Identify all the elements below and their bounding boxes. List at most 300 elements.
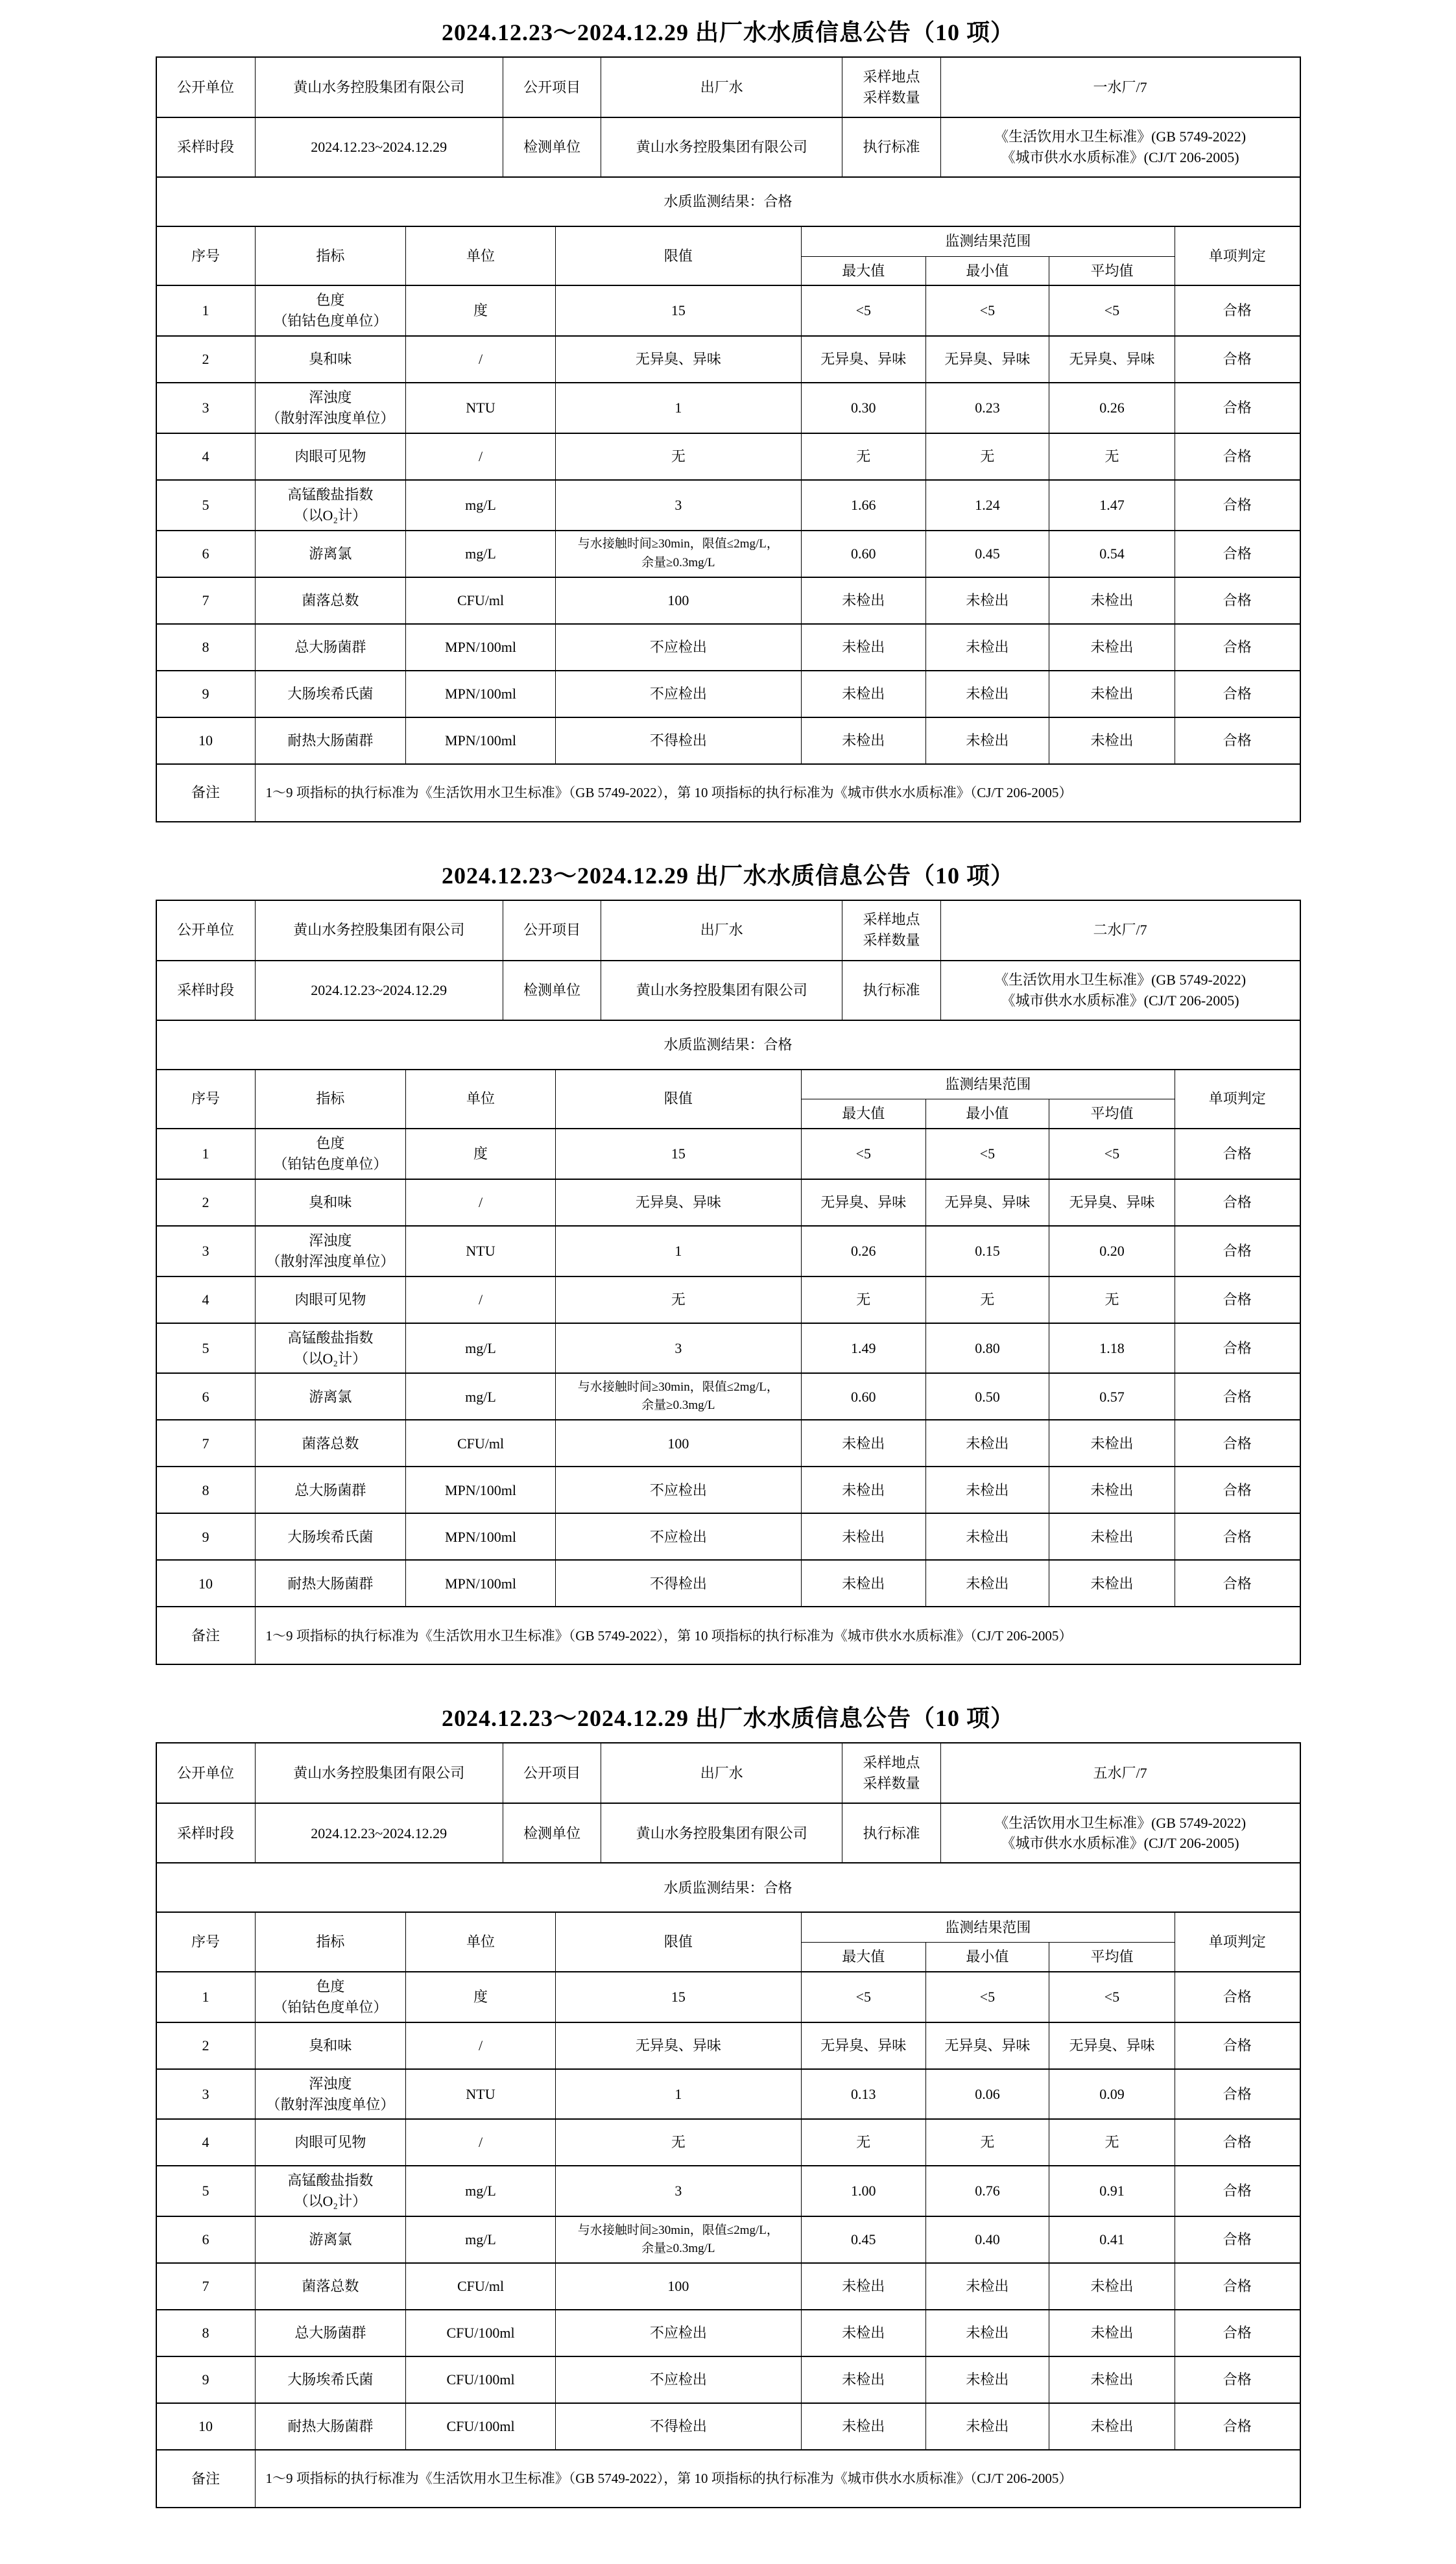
table-row [157, 1513, 1300, 1560]
cell-min: 0.23 [925, 383, 1049, 433]
note-text: 1～9 项指标的执行标准为《生活饮用水卫生标准》（GB 5749-2022），第 10 项指标的执行标准为《城市供水水质标准》（CJ/T 206-2005） [255, 2450, 1299, 2507]
info-table [157, 1743, 1300, 1913]
info-table [157, 58, 1300, 227]
cell-indicator: 总大肠菌群 [255, 1467, 406, 1513]
location-label: 采样地点 采样数量 [842, 901, 941, 961]
cell-indicator: 大肠埃希氏菌 [255, 1513, 406, 1560]
cell-seq: 4 [157, 2119, 256, 2166]
cell-indicator: 肉眼可见物 [255, 433, 406, 480]
cell-unit: 度 [406, 285, 556, 336]
cell-judge: 合格 [1175, 383, 1299, 433]
cell-indicator: 浑浊度 （散射浑浊度单位） [255, 383, 406, 433]
table-row [157, 1972, 1300, 2022]
period-label: 采样时段 [157, 1803, 256, 1863]
period-label: 采样时段 [157, 961, 256, 1020]
table-row [157, 1373, 1300, 1420]
table-row [157, 433, 1300, 480]
cell-limit: 100 [555, 1420, 801, 1467]
table-row [157, 2022, 1300, 2069]
table-row [157, 577, 1300, 624]
cell-judge: 合格 [1175, 2356, 1299, 2403]
cell-unit: mg/L [406, 2216, 556, 2263]
cell-avg: 0.54 [1049, 531, 1175, 577]
cell-min: 无异臭、异味 [925, 1179, 1049, 1226]
tester-value: 黄山水务控股集团有限公司 [601, 1803, 842, 1863]
info-row-2 [157, 1803, 1300, 1863]
cell-limit: 1 [555, 383, 801, 433]
cell-limit: 不得检出 [555, 2403, 801, 2450]
cell-unit: CFU/100ml [406, 2356, 556, 2403]
cell-min: 0.76 [925, 2166, 1049, 2216]
cell-min: 未检出 [925, 1420, 1049, 1467]
cell-limit: 无异臭、异味 [555, 2022, 801, 2069]
standard-value: 《生活饮用水卫生标准》(GB 5749-2022) 《城市供水水质标准》(CJ/T 206-2005) [940, 117, 1299, 177]
cell-min: 未检出 [925, 1513, 1049, 1560]
cell-avg: 未检出 [1049, 2403, 1175, 2450]
cell-seq: 1 [157, 1129, 256, 1179]
table-row [157, 1323, 1300, 1374]
cell-limit: 不应检出 [555, 2356, 801, 2403]
table-row [157, 671, 1300, 717]
cell-avg: 未检出 [1049, 1560, 1175, 1607]
cell-min: 无 [925, 1276, 1049, 1323]
table-row [157, 531, 1300, 577]
cell-avg: 0.57 [1049, 1373, 1175, 1420]
cell-judge: 合格 [1175, 2403, 1299, 2450]
cell-seq: 5 [157, 2166, 256, 2216]
cell-avg: 无异臭、异味 [1049, 336, 1175, 383]
cell-seq: 7 [157, 1420, 256, 1467]
info-row-2 [157, 961, 1300, 1020]
table-row [157, 2356, 1300, 2403]
period-value: 2024.12.23~2024.12.29 [255, 961, 503, 1020]
cell-min: 未检出 [925, 671, 1049, 717]
cell-min: <5 [925, 1972, 1049, 2022]
cell-limit: 不得检出 [555, 717, 801, 764]
cell-avg: 0.20 [1049, 1226, 1175, 1276]
cell-min: 0.40 [925, 2216, 1049, 2263]
cell-judge: 合格 [1175, 671, 1299, 717]
cell-seq: 2 [157, 1179, 256, 1226]
cell-max: 0.60 [801, 531, 925, 577]
cell-unit: MPN/100ml [406, 1467, 556, 1513]
table-row [157, 2263, 1300, 2310]
cell-min: 1.24 [925, 480, 1049, 531]
publish-unit-label: 公开单位 [157, 901, 256, 961]
cell-limit: 100 [555, 577, 801, 624]
note-text: 1～9 项指标的执行标准为《生活饮用水卫生标准》（GB 5749-2022），第 10 项指标的执行标准为《城市供水水质标准》（CJ/T 206-2005） [255, 1607, 1299, 1664]
table-row [157, 285, 1300, 336]
cell-unit: mg/L [406, 2166, 556, 2216]
cell-max: 0.26 [801, 1226, 925, 1276]
cell-indicator: 高锰酸盐指数 （以O₂计） [255, 1323, 406, 1374]
cell-seq: 4 [157, 1276, 256, 1323]
location-value: 一水厂/7 [940, 58, 1299, 117]
project-value: 出厂水 [601, 58, 842, 117]
col-min: 最小值 [925, 1099, 1049, 1129]
cell-indicator: 游离氯 [255, 531, 406, 577]
tester-label: 检测单位 [503, 1803, 601, 1863]
cell-max: <5 [801, 1972, 925, 2022]
cell-avg: 无 [1049, 433, 1175, 480]
standard-label: 执行标准 [842, 961, 941, 1020]
cell-min: 未检出 [925, 2263, 1049, 2310]
note-label: 备注 [157, 2450, 256, 2507]
page-title: 2024.12.23～2024.12.29 出厂水水质信息公告（10 项） [441, 862, 1014, 889]
cell-seq: 1 [157, 1972, 256, 2022]
announcement-section [156, 852, 1301, 1666]
cell-avg: 无异臭、异味 [1049, 2022, 1175, 2069]
table-row [157, 2119, 1300, 2166]
col-limit: 限值 [555, 1913, 801, 1971]
cell-unit: / [406, 1179, 556, 1226]
cell-avg: 未检出 [1049, 671, 1175, 717]
project-label: 公开项目 [503, 58, 601, 117]
project-label: 公开项目 [503, 901, 601, 961]
cell-avg: <5 [1049, 285, 1175, 336]
cell-unit: / [406, 1276, 556, 1323]
cell-limit: 无异臭、异味 [555, 336, 801, 383]
info-row-1 [157, 1743, 1300, 1803]
cell-max: <5 [801, 1129, 925, 1179]
cell-indicator: 肉眼可见物 [255, 2119, 406, 2166]
publish-unit-label: 公开单位 [157, 58, 256, 117]
publish-unit-value: 黄山水务控股集团有限公司 [255, 901, 503, 961]
cell-indicator: 耐热大肠菌群 [255, 717, 406, 764]
cell-unit: mg/L [406, 1323, 556, 1374]
col-indicator: 指标 [255, 1913, 406, 1971]
cell-indicator: 色度 （铂钴色度单位） [255, 1129, 406, 1179]
water-quality-sheet [156, 900, 1301, 1666]
col-max: 最大值 [801, 1942, 925, 1971]
cell-avg: <5 [1049, 1972, 1175, 2022]
cell-max: 0.60 [801, 1373, 925, 1420]
cell-limit: 与水接触时间≥30min，限值≤2mg/L， 余量≥0.3mg/L [555, 531, 801, 577]
cell-judge: 合格 [1175, 1972, 1299, 2022]
page-title: 2024.12.23～2024.12.29 出厂水水质信息公告（10 项） [441, 19, 1014, 45]
announcement-section [156, 9, 1301, 822]
cell-avg: 1.18 [1049, 1323, 1175, 1374]
cell-seq: 6 [157, 2216, 256, 2263]
cell-seq: 9 [157, 671, 256, 717]
cell-min: 0.80 [925, 1323, 1049, 1374]
cell-seq: 10 [157, 717, 256, 764]
results-table [157, 1070, 1300, 1664]
cell-unit: MPN/100ml [406, 717, 556, 764]
table-row [157, 2166, 1300, 2216]
col-seq: 序号 [157, 227, 256, 285]
cell-judge: 合格 [1175, 2069, 1299, 2120]
cell-seq: 3 [157, 1226, 256, 1276]
cell-limit: 无异臭、异味 [555, 1179, 801, 1226]
cell-avg: 未检出 [1049, 2263, 1175, 2310]
publish-unit-value: 黄山水务控股集团有限公司 [255, 1743, 503, 1803]
cell-avg: 未检出 [1049, 2356, 1175, 2403]
page-title: 2024.12.23～2024.12.29 出厂水水质信息公告（10 项） [441, 1705, 1014, 1732]
cell-judge: 合格 [1175, 1513, 1299, 1560]
table-row [157, 2310, 1300, 2356]
cell-avg: 未检出 [1049, 624, 1175, 671]
cell-judge: 合格 [1175, 531, 1299, 577]
col-limit: 限值 [555, 1070, 801, 1129]
cell-avg: 未检出 [1049, 1513, 1175, 1560]
cell-judge: 合格 [1175, 1373, 1299, 1420]
cell-min: 未检出 [925, 717, 1049, 764]
cell-unit: MPN/100ml [406, 624, 556, 671]
cell-indicator: 色度 （铂钴色度单位） [255, 1972, 406, 2022]
cell-judge: 合格 [1175, 624, 1299, 671]
cell-limit: 无 [555, 2119, 801, 2166]
cell-max: 无 [801, 1276, 925, 1323]
cell-limit: 3 [555, 480, 801, 531]
tester-label: 检测单位 [503, 961, 601, 1020]
cell-limit: 1 [555, 1226, 801, 1276]
cell-indicator: 臭和味 [255, 2022, 406, 2069]
table-row [157, 480, 1300, 531]
col-avg: 平均值 [1049, 1099, 1175, 1129]
cell-judge: 合格 [1175, 2119, 1299, 2166]
cell-min: 未检出 [925, 1467, 1049, 1513]
cell-min: 未检出 [925, 2403, 1049, 2450]
result-row [157, 1020, 1300, 1070]
cell-unit: MPN/100ml [406, 1513, 556, 1560]
cell-judge: 合格 [1175, 577, 1299, 624]
col-avg: 平均值 [1049, 1942, 1175, 1971]
cell-judge: 合格 [1175, 1129, 1299, 1179]
cell-judge: 合格 [1175, 2216, 1299, 2263]
cell-judge: 合格 [1175, 1323, 1299, 1374]
cell-seq: 6 [157, 1373, 256, 1420]
cell-min: 未检出 [925, 1560, 1049, 1607]
cell-max: 1.00 [801, 2166, 925, 2216]
col-unit: 单位 [406, 227, 556, 285]
location-value: 二水厂/7 [940, 901, 1299, 961]
cell-max: 未检出 [801, 577, 925, 624]
location-label: 采样地点 采样数量 [842, 58, 941, 117]
cell-seq: 8 [157, 624, 256, 671]
cell-min: 0.06 [925, 2069, 1049, 2120]
note-row [157, 764, 1300, 821]
table-row [157, 1129, 1300, 1179]
cell-indicator: 臭和味 [255, 1179, 406, 1226]
cell-judge: 合格 [1175, 1560, 1299, 1607]
location-value: 五水厂/7 [940, 1743, 1299, 1803]
cell-max: 0.30 [801, 383, 925, 433]
cell-unit: mg/L [406, 480, 556, 531]
cell-seq: 9 [157, 1513, 256, 1560]
project-label: 公开项目 [503, 1743, 601, 1803]
header-row [157, 1070, 1300, 1099]
cell-indicator: 肉眼可见物 [255, 1276, 406, 1323]
cell-limit: 无 [555, 433, 801, 480]
announcement-section [156, 1695, 1301, 2508]
cell-limit: 15 [555, 1129, 801, 1179]
cell-judge: 合格 [1175, 2263, 1299, 2310]
cell-seq: 8 [157, 1467, 256, 1513]
cell-indicator: 菌落总数 [255, 577, 406, 624]
standard-value: 《生活饮用水卫生标准》(GB 5749-2022) 《城市供水水质标准》(CJ/T 206-2005) [940, 961, 1299, 1020]
col-unit: 单位 [406, 1913, 556, 1971]
cell-min: 无 [925, 2119, 1049, 2166]
cell-indicator: 大肠埃希氏菌 [255, 671, 406, 717]
cell-min: 未检出 [925, 2356, 1049, 2403]
cell-min: 0.45 [925, 531, 1049, 577]
cell-seq: 5 [157, 480, 256, 531]
cell-seq: 3 [157, 2069, 256, 2120]
info-table [157, 901, 1300, 1070]
cell-judge: 合格 [1175, 1467, 1299, 1513]
cell-limit: 不应检出 [555, 671, 801, 717]
note-label: 备注 [157, 764, 256, 821]
results-table [157, 1913, 1300, 2507]
cell-max: 无异臭、异味 [801, 336, 925, 383]
cell-max: 未检出 [801, 624, 925, 671]
col-avg: 平均值 [1049, 256, 1175, 285]
col-indicator: 指标 [255, 1070, 406, 1129]
cell-indicator: 菌落总数 [255, 1420, 406, 1467]
cell-indicator: 浑浊度 （散射浑浊度单位） [255, 2069, 406, 2120]
cell-max: 0.45 [801, 2216, 925, 2263]
cell-max: 无 [801, 2119, 925, 2166]
note-row [157, 2450, 1300, 2507]
cell-avg: 无 [1049, 1276, 1175, 1323]
table-row [157, 624, 1300, 671]
cell-avg: 0.26 [1049, 383, 1175, 433]
cell-unit: CFU/ml [406, 1420, 556, 1467]
cell-indicator: 高锰酸盐指数 （以O₂计） [255, 2166, 406, 2216]
cell-unit: mg/L [406, 1373, 556, 1420]
standard-label: 执行标准 [842, 117, 941, 177]
cell-unit: / [406, 2119, 556, 2166]
col-min: 最小值 [925, 1942, 1049, 1971]
cell-judge: 合格 [1175, 2166, 1299, 2216]
cell-max: 未检出 [801, 1560, 925, 1607]
cell-limit: 100 [555, 2263, 801, 2310]
table-row [157, 383, 1300, 433]
cell-max: 未检出 [801, 1467, 925, 1513]
cell-min: 未检出 [925, 2310, 1049, 2356]
cell-unit: CFU/ml [406, 577, 556, 624]
tester-label: 检测单位 [503, 117, 601, 177]
cell-limit: 不应检出 [555, 1513, 801, 1560]
cell-seq: 7 [157, 577, 256, 624]
cell-avg: 无异臭、异味 [1049, 1179, 1175, 1226]
cell-judge: 合格 [1175, 1420, 1299, 1467]
cell-judge: 合格 [1175, 480, 1299, 531]
cell-seq: 6 [157, 531, 256, 577]
cell-judge: 合格 [1175, 2310, 1299, 2356]
cell-min: 无 [925, 433, 1049, 480]
cell-unit: CFU/100ml [406, 2310, 556, 2356]
cell-indicator: 浑浊度 （散射浑浊度单位） [255, 1226, 406, 1276]
result-row [157, 1863, 1300, 1912]
cell-indicator: 游离氯 [255, 1373, 406, 1420]
tester-value: 黄山水务控股集团有限公司 [601, 961, 842, 1020]
col-range-group: 监测结果范围 [801, 227, 1175, 256]
table-row [157, 2403, 1300, 2450]
cell-judge: 合格 [1175, 285, 1299, 336]
cell-avg: <5 [1049, 1129, 1175, 1179]
col-indicator: 指标 [255, 227, 406, 285]
cell-avg: 0.41 [1049, 2216, 1175, 2263]
table-row [157, 1467, 1300, 1513]
water-quality-sheet [156, 56, 1301, 822]
cell-seq: 9 [157, 2356, 256, 2403]
cell-seq: 8 [157, 2310, 256, 2356]
header-row [157, 1913, 1300, 1942]
cell-indicator: 高锰酸盐指数 （以O₂计） [255, 480, 406, 531]
cell-unit: / [406, 2022, 556, 2069]
cell-seq: 3 [157, 383, 256, 433]
cell-max: 未检出 [801, 2356, 925, 2403]
tester-value: 黄山水务控股集团有限公司 [601, 117, 842, 177]
cell-limit: 1 [555, 2069, 801, 2120]
cell-limit: 15 [555, 1972, 801, 2022]
cell-limit: 与水接触时间≥30min，限值≤2mg/L， 余量≥0.3mg/L [555, 2216, 801, 2263]
cell-seq: 5 [157, 1323, 256, 1374]
cell-max: 未检出 [801, 2310, 925, 2356]
table-row [157, 1420, 1300, 1467]
cell-min: 0.50 [925, 1373, 1049, 1420]
cell-seq: 7 [157, 2263, 256, 2310]
col-min: 最小值 [925, 256, 1049, 285]
cell-max: 未检出 [801, 2403, 925, 2450]
cell-min: 无异臭、异味 [925, 2022, 1049, 2069]
cell-unit: mg/L [406, 531, 556, 577]
table-row [157, 1560, 1300, 1607]
note-text: 1～9 项指标的执行标准为《生活饮用水卫生标准》（GB 5749-2022），第 10 项指标的执行标准为《城市供水水质标准》（CJ/T 206-2005） [255, 764, 1299, 821]
cell-judge: 合格 [1175, 1179, 1299, 1226]
cell-avg: 1.47 [1049, 480, 1175, 531]
cell-limit: 3 [555, 1323, 801, 1374]
cell-unit: CFU/ml [406, 2263, 556, 2310]
results-table [157, 227, 1300, 821]
cell-max: 无异臭、异味 [801, 2022, 925, 2069]
cell-seq: 2 [157, 2022, 256, 2069]
col-max: 最大值 [801, 1099, 925, 1129]
table-row [157, 1276, 1300, 1323]
cell-seq: 10 [157, 1560, 256, 1607]
cell-judge: 合格 [1175, 2022, 1299, 2069]
cell-min: 0.15 [925, 1226, 1049, 1276]
cell-max: 0.13 [801, 2069, 925, 2120]
project-value: 出厂水 [601, 1743, 842, 1803]
period-value: 2024.12.23~2024.12.29 [255, 1803, 503, 1863]
cell-min: 无异臭、异味 [925, 336, 1049, 383]
cell-min: 未检出 [925, 577, 1049, 624]
cell-unit: NTU [406, 1226, 556, 1276]
cell-unit: 度 [406, 1129, 556, 1179]
water-quality-sheet [156, 1742, 1301, 2508]
cell-avg: 未检出 [1049, 1467, 1175, 1513]
result-banner: 水质监测结果：合格 [157, 1863, 1300, 1912]
cell-unit: MPN/100ml [406, 671, 556, 717]
period-value: 2024.12.23~2024.12.29 [255, 117, 503, 177]
info-row-1 [157, 58, 1300, 117]
cell-limit: 不应检出 [555, 624, 801, 671]
cell-limit: 不应检出 [555, 2310, 801, 2356]
cell-max: 无异臭、异味 [801, 1179, 925, 1226]
info-row-1 [157, 901, 1300, 961]
cell-indicator: 总大肠菌群 [255, 624, 406, 671]
cell-unit: CFU/100ml [406, 2403, 556, 2450]
cell-unit: MPN/100ml [406, 1560, 556, 1607]
cell-unit: / [406, 433, 556, 480]
announcement-list [0, 9, 1456, 2508]
cell-limit: 无 [555, 1276, 801, 1323]
cell-avg: 未检出 [1049, 2310, 1175, 2356]
cell-avg: 未检出 [1049, 717, 1175, 764]
